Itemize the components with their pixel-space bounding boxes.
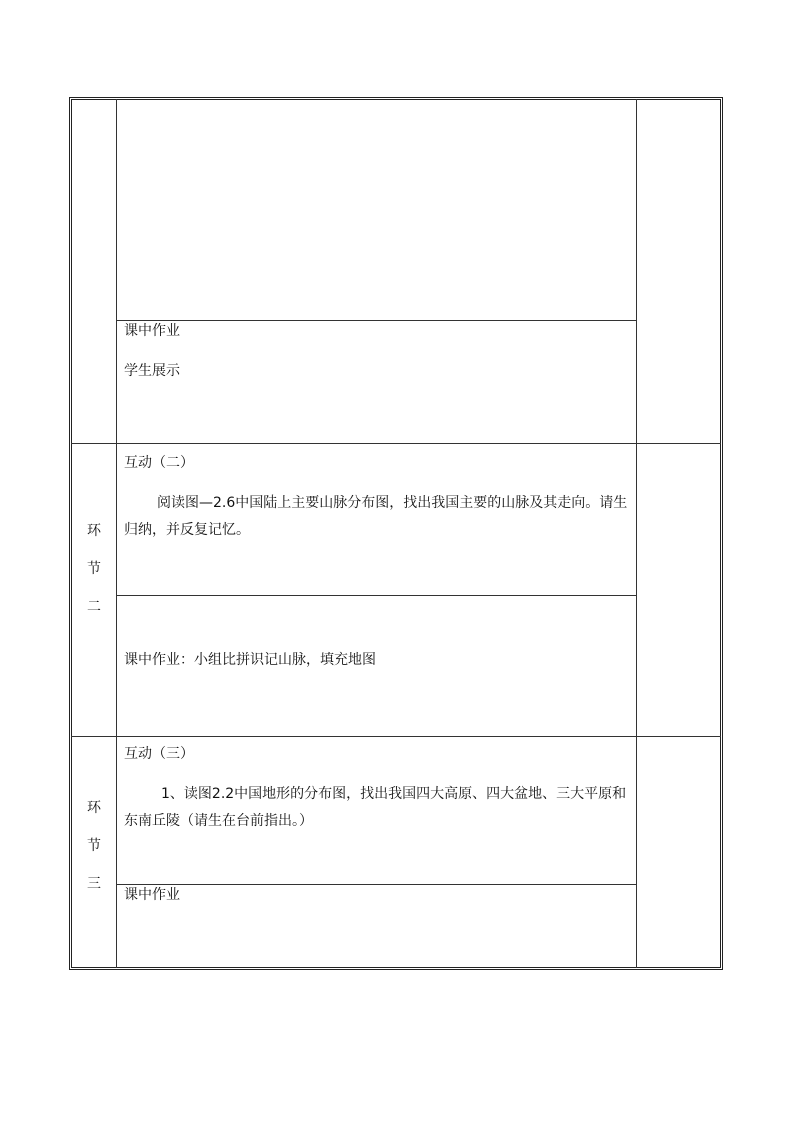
row-divider-1 bbox=[71, 443, 721, 444]
homework-label: 课中作业：小组比拼识记山脉，填充地图 bbox=[124, 652, 376, 668]
section-label-char: 二 bbox=[87, 599, 101, 615]
student-show-label: 学生展示 bbox=[124, 363, 180, 379]
homework-label: 课中作业 bbox=[124, 323, 180, 339]
instruction-line: 阅读图—2.6中国陆上主要山脉分布图，找出我国主要的山脉及其走向。请生 bbox=[157, 495, 628, 511]
instruction-line: 东南丘陵（请生在台前指出。） bbox=[124, 813, 313, 829]
cell-divider-row2 bbox=[117, 595, 636, 596]
cell-divider-row3 bbox=[117, 884, 636, 885]
interaction-title: 互动（三） bbox=[124, 746, 194, 762]
section-label-char: 环 bbox=[87, 523, 101, 539]
column-divider-right bbox=[636, 99, 637, 968]
section-label-char: 节 bbox=[87, 561, 101, 577]
cell-divider-row1 bbox=[117, 320, 636, 321]
interaction-title: 互动（二） bbox=[124, 455, 194, 471]
instruction-line: 1、读图2.2中国地形的分布图，找出我国四大高原、四大盆地、三大平原和 bbox=[161, 786, 627, 802]
homework-label: 课中作业 bbox=[124, 887, 180, 903]
row-divider-2 bbox=[71, 736, 721, 737]
section-label-char: 环 bbox=[87, 800, 101, 816]
section-label-char: 三 bbox=[87, 876, 101, 892]
section-label-char: 节 bbox=[87, 838, 101, 854]
instruction-line: 归纳，并反复记忆。 bbox=[124, 522, 250, 538]
